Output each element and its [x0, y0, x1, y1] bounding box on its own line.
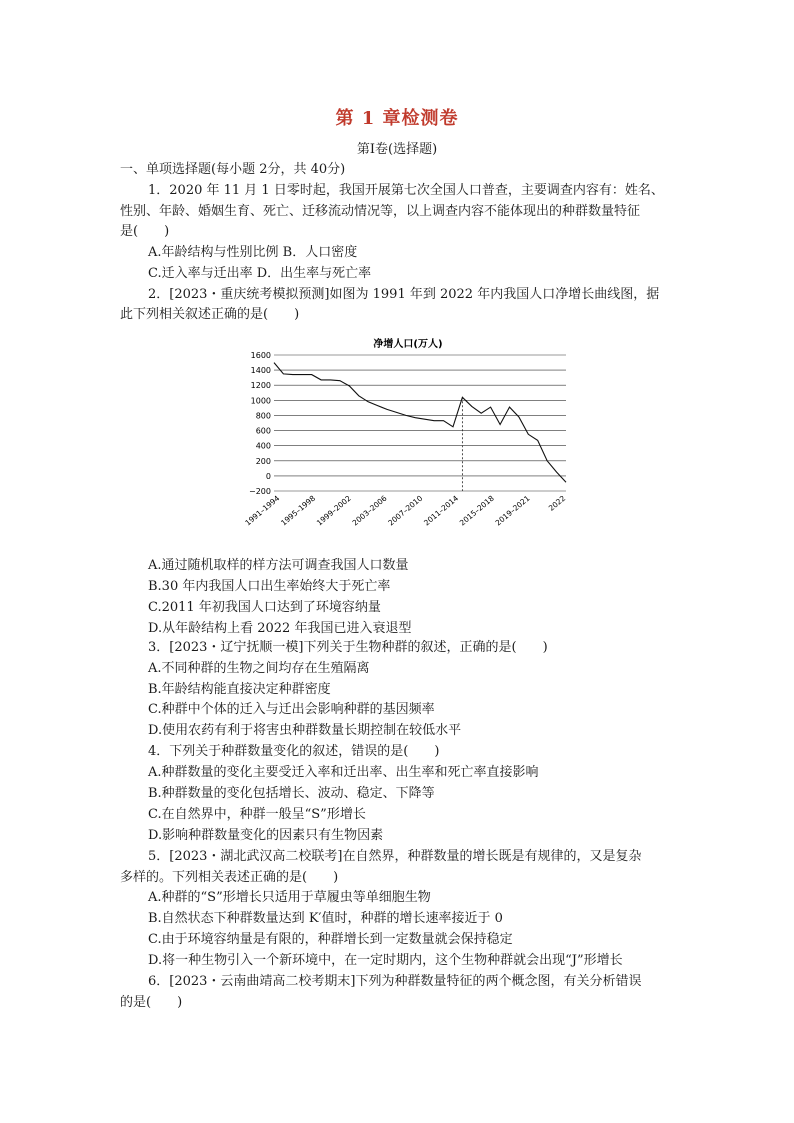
q5-stem-line2: 多样的。下列相关表述正确的是( )	[120, 870, 339, 885]
y-tick-label: 1000	[250, 396, 271, 406]
x-tick-label: 2007–2010	[386, 493, 425, 528]
q4-option-d: D.影响种群数量变化的因素只有生物因素	[148, 828, 384, 843]
y-tick-label: −200	[249, 487, 271, 496]
q3-option-b: B.年龄结构能直接决定种群密度	[148, 682, 331, 697]
q4-stem: 4．下列关于种群数量变化的叙述，错误的是( )	[148, 744, 440, 759]
x-tick-label: 2015–2018	[457, 493, 496, 528]
x-tick-label: 2011–2014	[422, 493, 461, 528]
page-title: 第 1 章检测卷	[335, 108, 459, 129]
q3-option-c: C.种群中个体的迁入与迁出会影响种群的基因频率	[148, 702, 435, 717]
net-population-growth-chart	[238, 334, 578, 544]
section-heading: 一、单项选择题(每小题 2分，共 40分)	[120, 162, 346, 177]
y-tick-label: 1600	[250, 351, 271, 360]
q5-option-c: C.由于环境容纳量是有限的，种群增长到一定数量就会保持稳定	[148, 932, 513, 947]
q2-option-c: C.2011 年初我国人口达到了环境容纳量	[148, 600, 381, 615]
series-line	[274, 363, 566, 483]
q6-stem-line1: 6．[2023・云南曲靖高二校考期末]下列为种群数量特征的两个概念图，有关分析错误	[148, 974, 642, 989]
x-tick-label: 1991–1994	[243, 493, 282, 528]
q5-stem-line1: 5．[2023・湖北武汉高二校联考]在自然界，种群数量的增长既是有规律的，又是复杂	[148, 849, 642, 864]
x-tick-label: 1999–2002	[314, 493, 353, 528]
q1-options-ab: A.年龄结构与性别比例 B．人口密度	[148, 245, 358, 260]
q1-stem-line1: 1．2020 年 11 月 1 日零时起，我国开展第七次全国人口普查，主要调查内容有：姓名、	[148, 183, 664, 198]
q3-option-d: D.使用农药有利于将害虫种群数量长期控制在较低水平	[148, 723, 462, 738]
q5-option-b: B.自然状态下种群数量达到 K′值时，种群的增长速率接近于 0	[148, 911, 503, 926]
q5-option-a: A.种群的“S”形增长只适用于草履虫等单细胞生物	[148, 890, 431, 905]
q3-stem: 3．[2023・辽宁抚顺一模]下列关于生物种群的叙述，正确的是( )	[148, 640, 548, 655]
q2-option-d: D.从年龄结构上看 2022 年我国已进入衰退型	[148, 621, 412, 636]
y-tick-label: 800	[255, 411, 271, 421]
q5-option-d: D.将一种生物引入一个新环境中，在一定时期内，这个生物种群就会出现“J”形增长	[148, 953, 623, 968]
q4-option-c: C.在自然界中，种群一般呈“S”形增长	[148, 807, 366, 822]
q2-stem-line1: 2．[2023・重庆统考模拟预测]如图为 1991 年到 2022 年内我国人口净增长曲线图，据	[148, 287, 660, 302]
chart-title: 净增人口(万人)	[373, 339, 443, 350]
q2-option-a: A.通过随机取样的样方法可调查我国人口数量	[148, 558, 409, 573]
q4-option-a: A.种群数量的变化主要受迁入率和迁出率、出生率和死亡率直接影响	[148, 765, 539, 780]
y-tick-label: 0	[265, 471, 271, 481]
q2-option-b: B.30 年内我国人口出生率始终大于死亡率	[148, 579, 391, 594]
q4-option-b: B.种群数量的变化包括增长、波动、稳定、下降等	[148, 786, 435, 801]
x-tick-label: 2022	[546, 493, 568, 513]
x-tick-label: 1995–1998	[279, 493, 318, 528]
x-tick-label: 2019–2021	[493, 493, 532, 528]
q2-stem-line2: 此下列相关叙述正确的是( )	[120, 307, 300, 322]
q1-stem-line2: 性别、年龄、婚姻生育、死亡、迁移流动情况等，以上调查内容不能体现出的种群数量特征	[120, 204, 641, 219]
q3-option-a: A.不同种群的生物之间均存在生殖隔离	[148, 661, 370, 676]
q1-stem-line3: 是( )	[120, 224, 170, 239]
y-tick-label: 400	[255, 441, 271, 451]
q1-options-cd: C.迁入率与迁出率 D．出生率与死亡率	[148, 266, 372, 281]
x-tick-label: 2003–2006	[350, 493, 389, 528]
section-subtitle: 第Ⅰ卷(选择题)	[356, 142, 438, 157]
y-tick-label: 1400	[250, 366, 271, 376]
y-tick-label: 200	[255, 456, 271, 466]
q6-stem-line2: 的是( )	[120, 995, 183, 1010]
y-tick-label: 600	[255, 426, 271, 436]
y-tick-label: 1200	[250, 381, 271, 391]
